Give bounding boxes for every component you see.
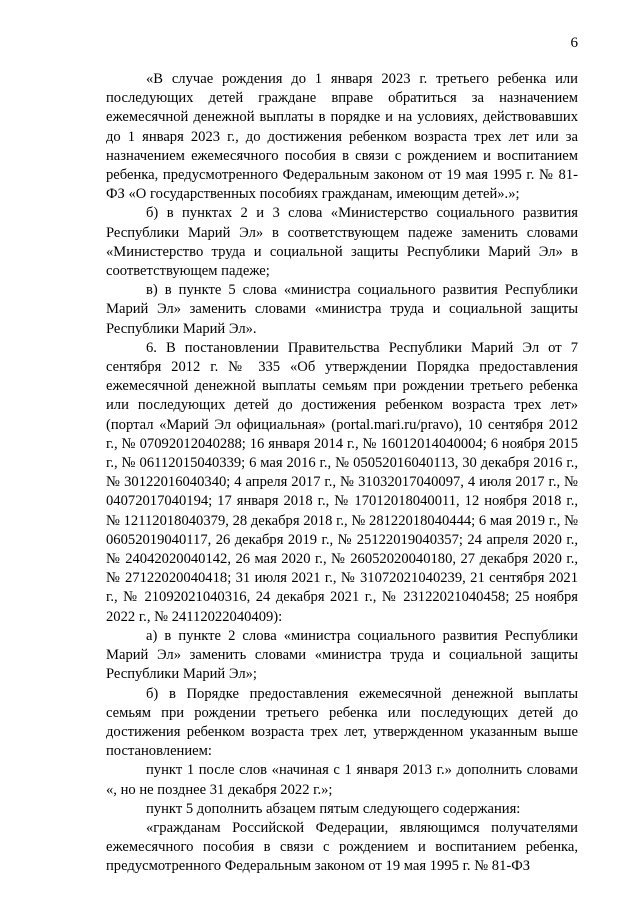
paragraph-subitem-v-point-5: в) в пункте 5 слова «министра социального развития Республики Марий Эл» заменить словами «министра труда и социальной защиты Республики Марий Эл». xyxy=(106,282,578,337)
paragraph-quoted-provision: «В случае рождения до 1 января 2023 г. третьего ребенка или последующих детей граждане вправе обратиться за назначением ежемесячной денежной выплаты в порядке и на условиях, действовавших до 1 января 2023 г., до достижения ребенком возраста трех лет или за назначением ежемесячного пособия в связи с рождением и воспитанием ребенка, предусмотренного Федеральным законом от 19 мая 1995 г. № 81-ФЗ «О государственных пособиях гражданам, имеющим детей».»; xyxy=(106,71,578,203)
paragraph-subitem-b-points-2-3: б) в пунктах 2 и 3 слова «Министерство социального развития Республики Марий Эл» в соответствующем падеже заменить словами «Министерство труда и социальной защиты Республики Марий Эл» в соответствующем падеже; xyxy=(106,205,578,280)
paragraph-point-1-amendment: пункт 1 после слов «начиная с 1 января 2013 г.» дополнить словами «, но не позднее 31 декабря 2022 г.»; xyxy=(106,762,578,798)
paragraph-point-5-amendment: пункт 5 дополнить абзацем пятым следующего содержания: xyxy=(146,800,521,817)
page-number: 6 xyxy=(570,35,578,51)
paragraph-subitem-b-procedure: б) в Порядке предоставления ежемесячной денежной выплаты семьям при рождении третьего ребенка или последующих детей до достижения ребенком возраста трех лет, утвержденном указанным выше постановлением: xyxy=(106,685,578,760)
paragraph-item-6-resolution: 6. В постановлении Правительства Республики Марий Эл от 7 сентября 2012 г. № 335 «Об утверждении Порядка предоставления ежемесячной денежной выплаты семьям при рождении третьего ребенка или последующих детей до достижения ребенком возраста трех лет» (портал «Марий Эл официальная» (portal.mari.ru/pravo), 10 сентября 2012 г., № 07092012040288; 16 января 2014 г., № 16012014040004; 6 ноября 2015 г., № 06112015040339; 6 мая 2016 г., № 05052016040113, 30 декабря 2016 г., № 30122016040340; 4 апреля 2017 г., № 31032017040097, 4 июля 2017 г., № 04072017040194; 17 января 2018 г., № 17012018040011, 12 ноября 2018 г., № 12112018040379, 28 декабря 2018 г., № 28122018040444; 6 мая 2019 г., № 06052019040117, 26 декабря 2019 г., № 25122019040357; 24 апреля 2020 г., № 24042020040142, 26 мая 2020 г., № 26052020040180, 27 декабря 2020 г., № 27122020040418; 31 июля 2021 г., № 31072021040239, 21 сентября 2021 г., № 21092021040316, 24 декабря 2021 г., № 23122021040458; 25 ноября 2022 г., № 24112022040409): xyxy=(106,339,578,625)
document-body xyxy=(106,70,578,877)
paragraph-subitem-a-point-2: а) в пункте 2 слова «министра социального развития Республики Марий Эл» заменить словами «министра труда и социальной защиты Республики Марий Эл»; xyxy=(106,627,578,683)
paragraph-new-clause-start: «гражданам Российской Федерации, являющимся получателями ежемесячного пособия в связи с рождением и воспитанием ребенка, предусмотренного Федеральным законом от 19 мая 1995 г. № 81-ФЗ xyxy=(106,819,578,875)
